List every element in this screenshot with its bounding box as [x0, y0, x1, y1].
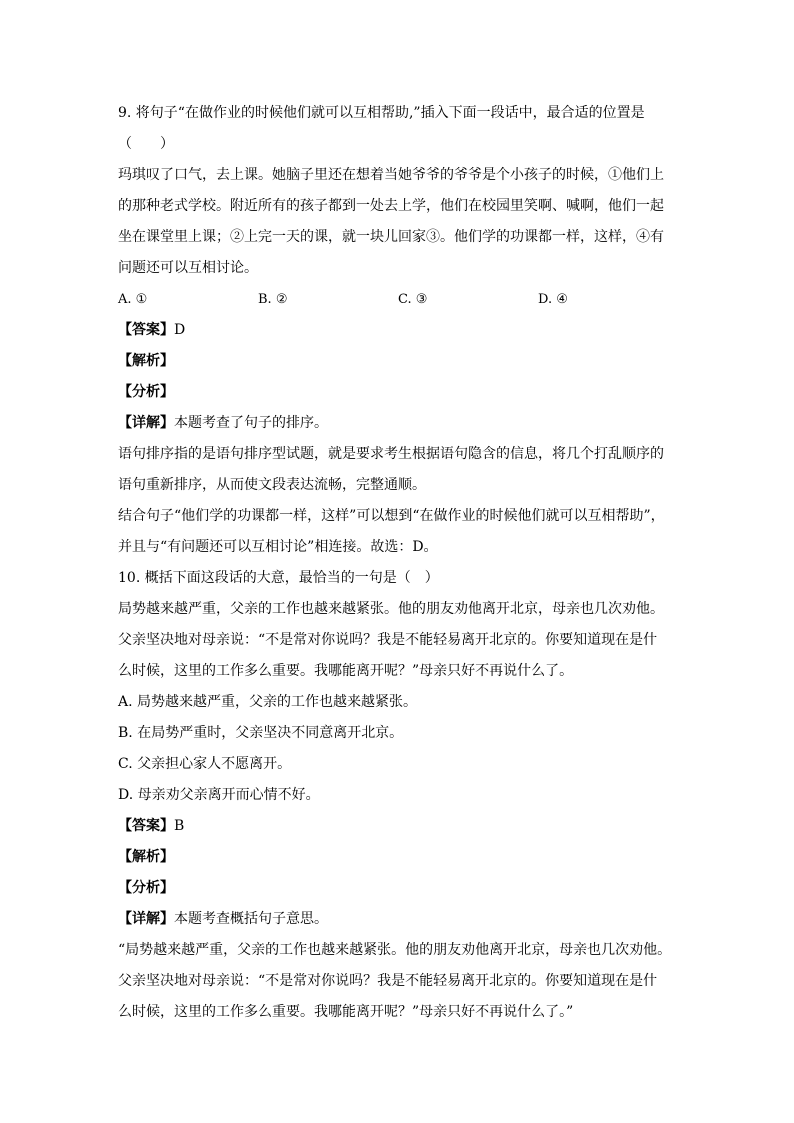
- q10-explanation-line: 父亲坚决地对母亲说：“不是常对你说吗？我是不能轻易离开北京的。你要知道现在是什: [118, 973, 658, 989]
- q10-jiexi-label: 【解析】: [118, 849, 174, 865]
- q10-option-d: D. 母亲劝父亲离开而心情不好。: [118, 787, 320, 803]
- detail-text: 本题考查概括句子意思。: [174, 911, 328, 927]
- q9-explanation-line: 语句排序指的是语句排序型试题，就是要求考生根据语句隐含的信息，将几个打乱顺序的: [118, 446, 664, 462]
- q9-option-d: D. ④: [538, 292, 568, 307]
- q9-explanation-line: 结合句子“他们学的功课都一样，这样”可以想到“在做作业的时候他们就可以互相帮助”，: [118, 508, 665, 524]
- detail-label: 【详解】: [118, 911, 174, 927]
- q9-answer: [118, 315, 678, 346]
- q10-option-b: B. 在局势严重时，父亲坚决不同意离开北京。: [118, 725, 404, 741]
- q10-stem: 10. 概括下面这段话的大意，最恰当的一句是（ ）: [118, 570, 439, 586]
- q9-options: [118, 284, 678, 315]
- q9-detail: [118, 408, 678, 439]
- q10-explanation-line: “局势越来越严重，父亲的工作也越来越紧张。他的朋友劝他离开北京，母亲也几次劝他。: [118, 942, 672, 958]
- q9-option-b: B. ②: [258, 292, 288, 307]
- q9-jiexi-label: 【解析】: [118, 353, 174, 369]
- answer-label: 【答案】: [118, 818, 174, 834]
- q9-explanation-line: 语句重新排序，从而使文段表达流畅，完整通顺。: [118, 477, 426, 493]
- q10-detail: [118, 904, 678, 935]
- q9-option-a: A. ①: [118, 292, 148, 307]
- q9-passage-line: 坐在课堂里上课；②上完一天的课，就一块儿回家③。他们学的功课都一样，这样，④有: [118, 229, 664, 245]
- q9-option-c: C. ③: [398, 292, 428, 307]
- q10-passage-line: 局势越来越严重，父亲的工作也越来越紧张。他的朋友劝他离开北京，母亲也几次劝他。: [118, 601, 664, 617]
- q10-passage-line: 么时候，这里的工作多么重要。我哪能离开呢？”母亲只好不再说什么了。: [118, 663, 574, 679]
- answer-value: D: [174, 322, 186, 338]
- detail-label: 【详解】: [118, 415, 174, 431]
- document-body: [118, 98, 678, 1028]
- q9-explanation-line: 并且与“有问题还可以互相讨论”相连接。故选：D。: [118, 539, 438, 555]
- q9-stem: 9. 将句子“在做作业的时候他们就可以互相帮助,”插入下面一段话中，最合适的位置是: [118, 105, 645, 121]
- q9-fenxi-label: 【分析】: [118, 384, 174, 400]
- q9-passage-line: 的那种老式学校。附近所有的孩子都到一处去上学，他们在校园里笑啊、喊啊，他们一起: [118, 198, 664, 214]
- q9-paren: （ ）: [118, 136, 174, 152]
- q10-explanation-line: 么时候，这里的工作多么重要。我哪能离开呢？”母亲只好不再说什么了。”: [118, 1004, 574, 1020]
- q10-fenxi-label: 【分析】: [118, 880, 174, 896]
- detail-text: 本题考查了句子的排序。: [174, 415, 328, 431]
- answer-value: B: [174, 818, 185, 834]
- answer-label: 【答案】: [118, 322, 174, 338]
- q10-answer: [118, 811, 678, 842]
- q10-option-a: A. 局势越来越严重，父亲的工作也越来越紧张。: [118, 694, 418, 710]
- q9-passage-line: 玛琪叹了口气，去上课。她脑子里还在想着当她爷爷的爷爷是个小孩子的时候，①他们上: [118, 167, 664, 183]
- q10-option-c: C. 父亲担心家人不愿离开。: [118, 756, 292, 772]
- q9-passage-line: 问题还可以互相讨论。: [118, 260, 258, 276]
- q10-passage-line: 父亲坚决地对母亲说：“不是常对你说吗？我是不能轻易离开北京的。你要知道现在是什: [118, 632, 658, 648]
